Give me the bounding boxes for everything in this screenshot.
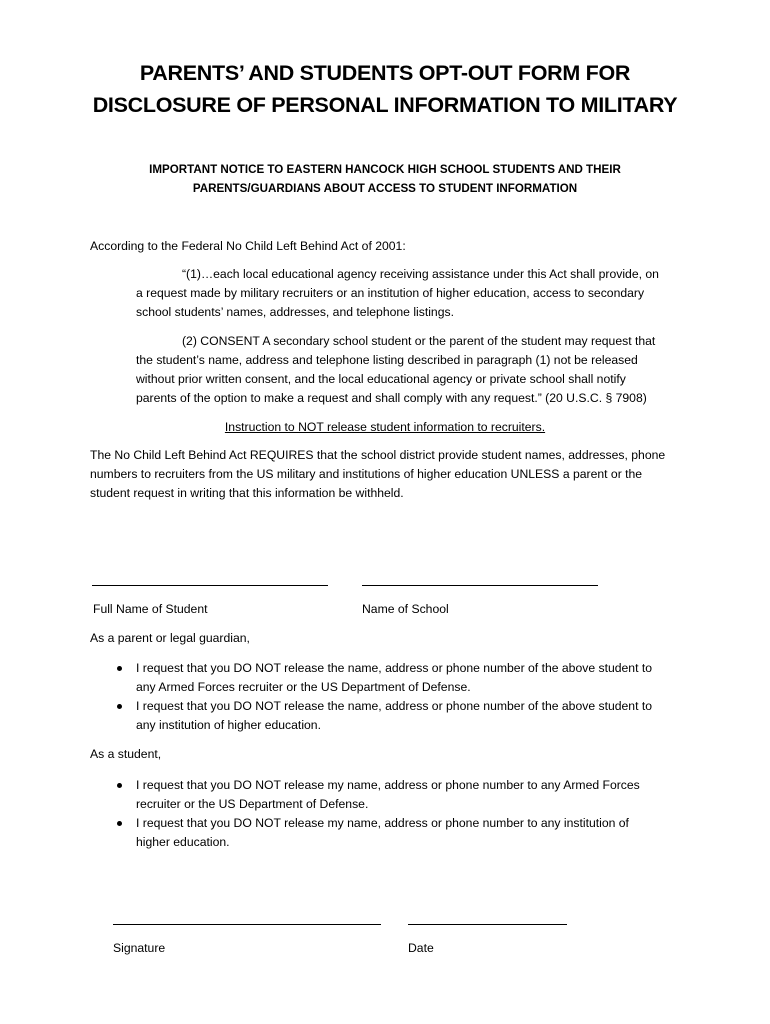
parent-options-list [90,659,710,735]
quote-2-line-1: (2) CONSENT A secondary school student or the parent of the student may request that [182,334,656,348]
quote-2-line-3: without prior written consent, and the local educational agency or private school shall notify [136,372,626,386]
bullet-icon [117,783,122,788]
signature-label: Signature [113,941,166,955]
parent-option-2-line-2: any institution of higher education. [136,718,321,732]
list-item[interactable] [90,697,710,735]
date-label: Date [408,941,434,955]
parent-option-2-line-1: I request that you DO NOT release the name, address or phone number of the above student to [136,699,653,713]
quote-2-line-2: the student’s name, address and telephone listing described in paragraph (1) not be released [136,353,638,367]
important-notice-heading [0,160,770,198]
instruction-text: Instruction to NOT release student information to recruiters. [224,420,546,434]
quote-1-line-2: a request made by military recruiters or an institution of higher education, access to secondary [136,286,645,300]
list-item[interactable] [90,776,710,814]
student-name-label: Full Name of Student [93,602,208,616]
bullet-icon [117,821,122,826]
school-name-field[interactable] [362,585,598,586]
notice-line-1: IMPORTANT NOTICE TO EASTERN HANCOCK HIGH SCHOOL STUDENTS AND THEIR [149,163,621,176]
parent-section-heading: As a parent or legal guardian, [90,631,250,645]
body-line-1: The No Child Left Behind Act REQUIRES that the school district provide student names, addresses, phone [90,448,666,462]
form-title [0,57,770,121]
school-name-label: Name of School [362,602,449,616]
body-line-2: numbers to recruiters from the US military and institutions of higher education UNLESS a parent or the [90,467,643,481]
bullet-icon [117,704,122,709]
parent-option-1-line-2: any Armed Forces recruiter or the US Department of Defense. [136,680,471,694]
instruction-heading [0,418,770,437]
quote-paragraph-2 [136,332,696,408]
body-line-3: student request in writing that this information be withheld. [90,486,404,500]
quote-1-line-3: school students’ names, addresses, and telephone listings. [136,305,454,319]
student-option-2-line-1: I request that you DO NOT release my name, address or phone number to any institution of [136,816,629,830]
student-option-1-line-2: recruiter or the US Department of Defense. [136,797,369,811]
list-item[interactable] [90,659,710,697]
form-title-line-2: DISCLOSURE OF PERSONAL INFORMATION TO MILITARY [92,93,678,117]
form-title-line-1: PARENTS’ AND STUDENTS OPT-OUT FORM FOR [139,61,631,85]
quote-2-line-4: parents of the option to make a request and shall comply with any request.” (20 U.S.C. § 7908) [136,391,647,405]
student-option-1-line-1: I request that you DO NOT release my name, address or phone number to any Armed Forces [136,778,640,792]
quote-paragraph-1 [136,265,696,322]
quote-1-line-1: “(1)…each local educational agency receiving assistance under this Act shall provide, on [182,267,659,281]
bullet-icon [117,666,122,671]
intro-text: According to the Federal No Child Left Behind Act of 2001: [90,239,406,253]
student-name-field[interactable] [92,585,328,586]
student-option-2-line-2: higher education. [136,835,230,849]
signature-field[interactable] [113,924,381,925]
date-field[interactable] [408,924,567,925]
student-options-list [90,776,710,852]
list-item[interactable] [90,814,710,852]
notice-line-2: PARENTS/GUARDIANS ABOUT ACCESS TO STUDENT INFORMATION [192,182,578,195]
student-section-heading: As a student, [90,747,162,761]
parent-option-1-line-1: I request that you DO NOT release the name, address or phone number of the above student to [136,661,653,675]
body-paragraph [90,446,665,503]
